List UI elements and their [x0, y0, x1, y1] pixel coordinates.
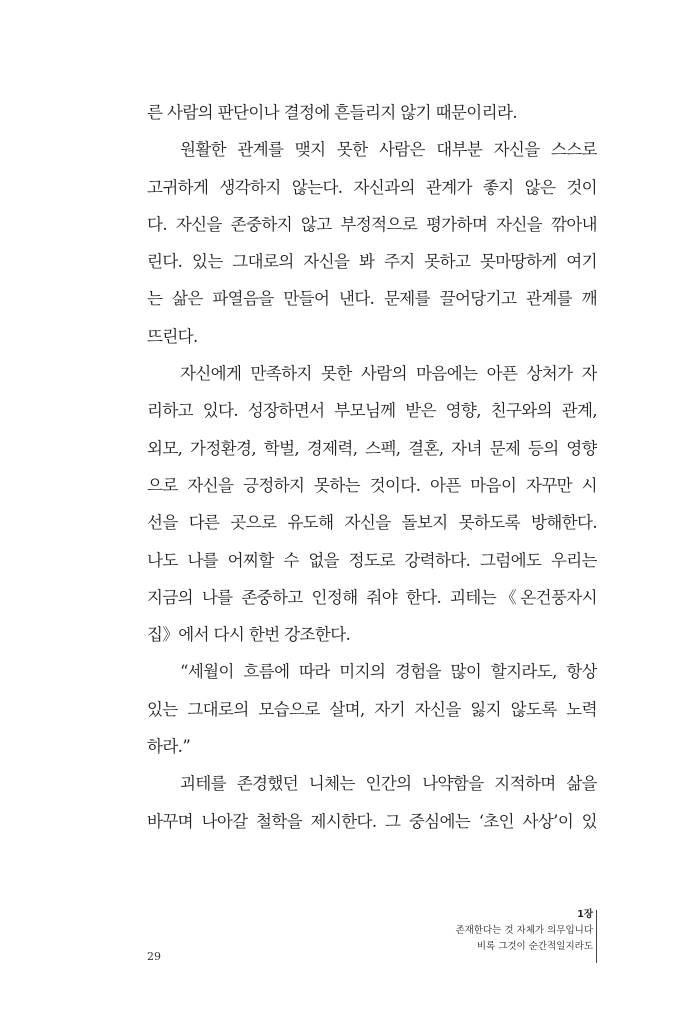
text-line: 원활한 관계를 맺지 못한 사람은 대부분 자신을 스스로 — [180, 140, 597, 160]
text-line: 른 사람의 판단이나 결정에 흔들리지 않기 때문이리라. — [147, 103, 517, 122]
text-line: 고귀하게 생각하지 않는다. 자신과의 관계가 좋지 않은 것이 — [147, 177, 597, 197]
chapter-title-line-2: 비록 그것이 순간적일지라도 — [476, 941, 593, 952]
chapter-label: 1장 — [577, 909, 593, 920]
chapter-title-line-1: 존재한다는 것 자체가 의무입니다 — [455, 925, 593, 936]
text-line: 지금의 나를 존중하고 인정해 줘야 한다. 괴테는《온건풍자시 — [147, 587, 597, 607]
text-line: 나도 나를 어찌할 수 없을 정도로 강력하다. 그럼에도 우리는 — [147, 550, 597, 570]
running-footer — [455, 907, 593, 955]
text-line: “세월이 흐름에 따라 미지의 경험을 많이 할지라도, 항상 — [180, 662, 597, 682]
text-line: 리하고 있다. 성장하면서 부모님께 받은 영향, 친구와의 관계, — [147, 401, 597, 421]
text-line: 괴테를 존경했던 니체는 인간의 나약함을 지적하며 삶을 — [180, 774, 597, 794]
text-line: 린다. 있는 그대로의 자신을 봐 주지 못하고 못마땅하게 여기 — [147, 252, 597, 272]
text-line: 으로 자신을 긍정하지 못하는 것이다. 아픈 마음이 자꾸만 시 — [147, 475, 597, 495]
text-line: 집》에서 다시 한번 강조한다. — [147, 625, 351, 645]
text-line: 하라.” — [147, 737, 191, 757]
text-line: 선을 다른 곳으로 유도해 자신을 돌보지 못하도록 방해한다. — [147, 513, 597, 533]
text-line: 는 삶은 파열음을 만들어 낸다. 문제를 끌어당기고 관계를 깨 — [147, 289, 597, 309]
text-line: 외모, 가정환경, 학벌, 경제력, 스펙, 결혼, 자녀 문제 등의 영향 — [147, 438, 597, 458]
text-line: 바꾸며 나아갈 철학을 제시한다. 그 중심에는 ‘초인 사상’이 있 — [147, 811, 597, 831]
footer-divider — [596, 910, 597, 963]
text-line: 자신에게 만족하지 못한 사람의 마음에는 아픈 상처가 자 — [180, 364, 597, 384]
text-line: 있는 그대로의 모습으로 살며, 자기 자신을 잃지 않도록 노력 — [147, 699, 597, 719]
text-line: 다. 자신을 존중하지 않고 부정적으로 평가하며 자신을 깎아내 — [147, 214, 597, 234]
text-line: 뜨린다. — [147, 326, 198, 346]
page-number: 29 — [147, 950, 161, 963]
body-text — [147, 94, 597, 840]
